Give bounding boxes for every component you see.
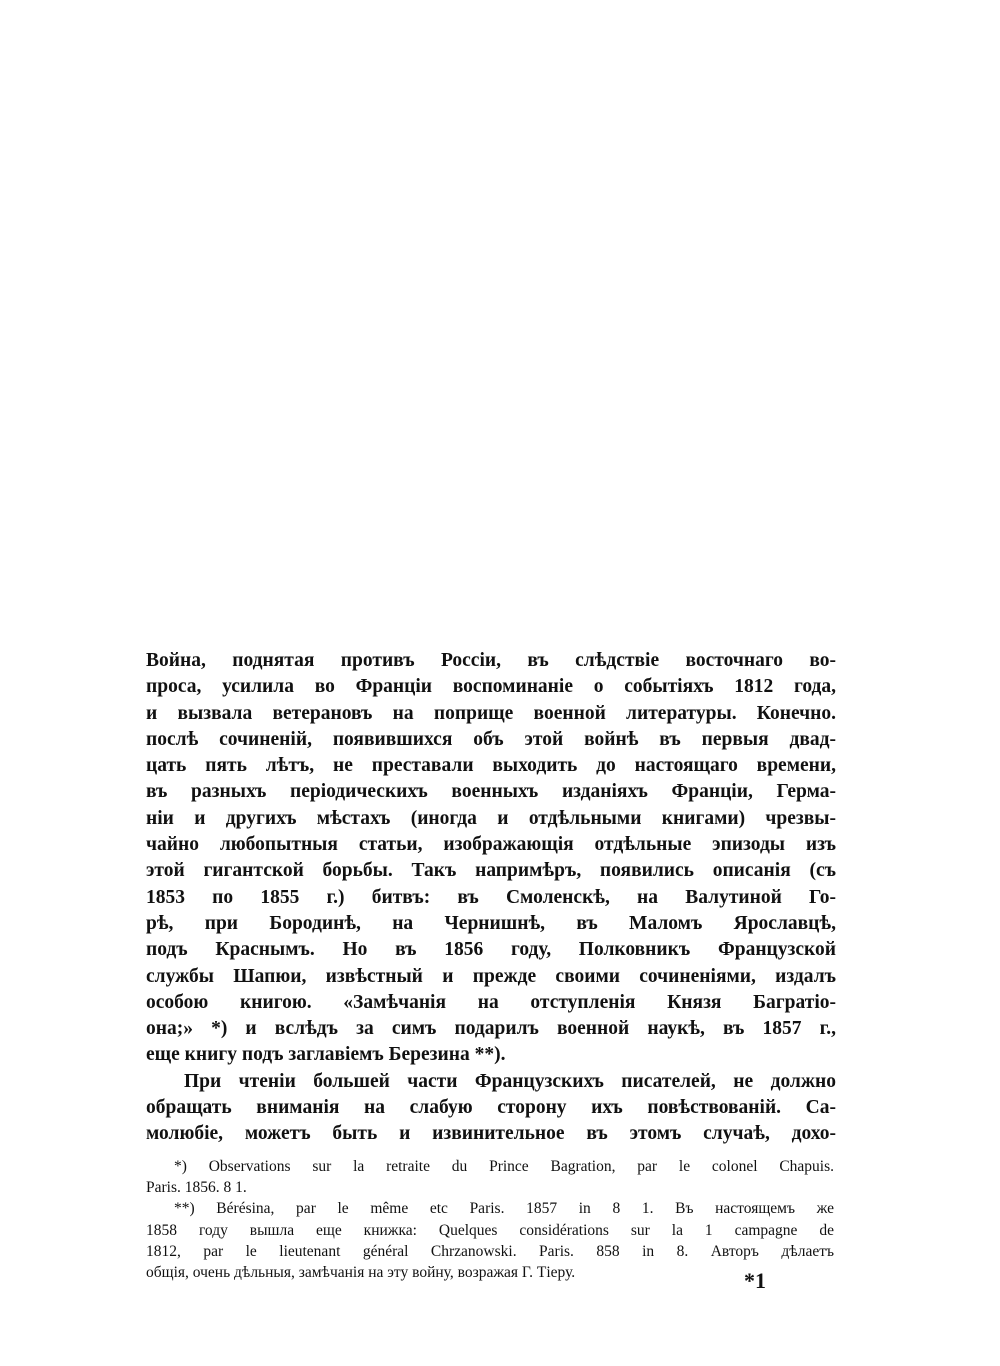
text-line: подъ Краснымъ. Но въ 1856 году, Полковникъ Французской [146, 939, 836, 961]
text-line: 1853 по 1855 г.) битвъ: въ Смоленскѣ, на Валутиной Го- [146, 886, 836, 908]
text-line: и вызвала ветерановъ на поприще военной литературы. Конечно. [146, 702, 836, 724]
text-line: послѣ сочиненій, появившихся объ этой войнѣ въ первыя двад- [146, 728, 836, 750]
signature-mark: *1 [744, 1268, 766, 1293]
footnote-line: 1858 году вышла еще книжка: Quelques considérations sur la 1 campagne de [146, 1221, 834, 1239]
text-line: службы Шапюи, извѣстный и прежде своими сочиненіями, издалъ [146, 965, 836, 987]
text-line: чайно любопытныя статьи, изображающія отдѣльные эпизоды изъ [146, 834, 836, 856]
text-line: цать пять лѣтъ, не преставали выходить до настоящаго времени, [146, 755, 836, 777]
text-line: особою книгою. «Замѣчанія на отступленія Князя Багратіо- [146, 991, 836, 1013]
main-text [146, 648, 836, 1148]
footnote-line: **) Bérésina, par le même etc Paris. 1857 in 8 1. Въ настоящемъ же [174, 1200, 834, 1218]
footnote-line: 1812, par le lieutenant général Chrzanowski. Paris. 858 in 8. Авторъ дѣлаетъ [146, 1242, 834, 1260]
text-line: этой гигантской борьбы. Такъ напримѣръ, появились описанія (съ [146, 860, 836, 882]
text-line: она;» *) и вслѣдъ за симъ подарилъ военной наукѣ, въ 1857 г., [146, 1018, 836, 1040]
text-line: молюбіе, можетъ быть и извинительное въ этомъ случаѣ, дохо- [146, 1123, 836, 1145]
footnote-line: *) Observations sur la retraite du Prince Bagration, par le colonel Chapuis. [174, 1158, 834, 1175]
text-line: При чтеніи большей части Французскихъ писателей, не должно [184, 1070, 836, 1092]
text-line: Война, поднятая противъ Россіи, въ слѣдствіе восточнаго во- [146, 650, 836, 671]
text-line: обращать вниманія на слабую сторону ихъ повѣствованій. Са- [146, 1097, 836, 1119]
text-line: рѣ, при Бородинѣ, на Чернишнѣ, въ Маломъ Ярославцѣ, [146, 912, 836, 934]
text-line: проса, усилила во Франціи воспоминаніе о событіяхъ 1812 года, [146, 676, 836, 698]
footnote-line: Paris. 1856. 8 1. [146, 1179, 247, 1197]
footnotes [146, 1156, 834, 1283]
text-line: ніи и другихъ мѣстахъ (иногда и отдѣльными книгами) чрезвы- [146, 807, 836, 829]
text-line: въ разныхъ періодическихъ военныхъ изданіяхъ Франціи, Герма- [146, 781, 836, 803]
text-line: еще книгу подъ заглавіемъ Березина **). [146, 1044, 506, 1066]
footnote-line: общія, очень дѣльныя, замѣчанія на эту войну, возражая Г. Тіеру. [146, 1263, 576, 1281]
